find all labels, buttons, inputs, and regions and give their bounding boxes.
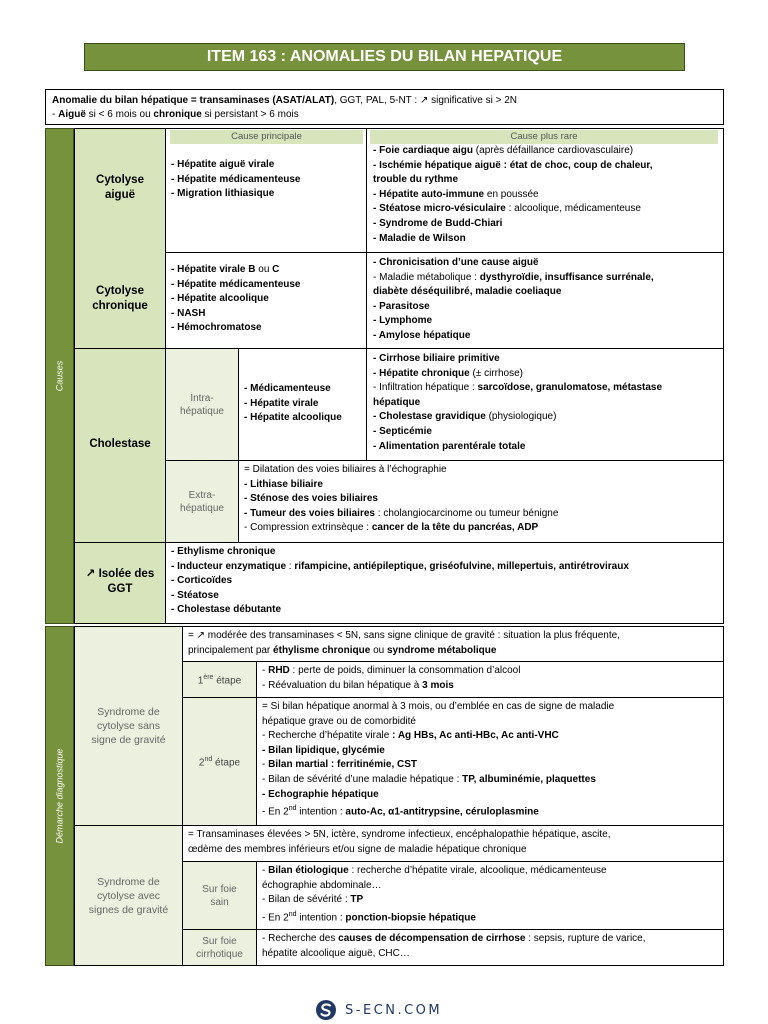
etape-1-content	[262, 664, 520, 693]
cytolyse-label-column	[75, 129, 165, 348]
list-item-detail: :	[286, 560, 295, 572]
list-item: - Alimentation parentérale totale	[373, 440, 526, 452]
label-line: sain	[210, 896, 229, 908]
list-dash: -	[262, 665, 269, 676]
list-item-detail: : cholangiocarcinome ou tumeur bénigne	[374, 507, 559, 519]
divider	[182, 661, 724, 662]
etape-word: étape	[212, 757, 241, 769]
etape-num: 1	[197, 675, 204, 687]
cytolyse-aigue-rare	[373, 144, 653, 246]
etape-num: 2	[198, 757, 205, 769]
list-item: TP	[350, 894, 364, 906]
list-item: trouble du rythme	[373, 174, 459, 186]
list-item: C	[272, 264, 280, 275]
list-item: - Sténose des voies biliaires	[244, 493, 378, 505]
list-item: - Maladie de Wilson	[373, 232, 466, 244]
list-item-detail: ou	[255, 264, 273, 275]
list-item: - Médicamenteuse	[244, 383, 331, 394]
intro-bold: syndrome métabolique	[386, 644, 497, 656]
list-item: - Stéatose	[171, 589, 219, 601]
list-item-detail: en poussée	[484, 188, 539, 200]
ggt-label	[75, 567, 165, 597]
etape-sup: nd	[204, 756, 213, 764]
list-item: Bilan martial : ferritinémie, CST	[268, 759, 418, 771]
label-line: hépatique	[180, 405, 224, 417]
divider	[165, 460, 724, 461]
footer-brand[interactable]	[315, 998, 442, 1022]
list-item-detail: - Bilan de sévérité d’une maladie hépatique :	[262, 773, 463, 785]
list-item: - Bilan lipidique, glycémie	[262, 744, 385, 756]
list-item: - Cirrhose biliaire primitive	[373, 353, 500, 364]
label-line: Extra-	[188, 489, 216, 501]
list-item: cancer de la tête du pancréas, ADP	[371, 522, 539, 534]
demarche-sidebar-label: Démarche diagnostique	[54, 748, 65, 844]
list-item-detail: - Recherche d’hépatite virale	[262, 730, 393, 742]
list-item: - Hépatite alcoolique	[171, 293, 269, 305]
list-item-detail: - En 2	[262, 806, 289, 818]
list-item-detail: intention :	[296, 806, 346, 818]
sup: nd	[288, 805, 297, 813]
intro-definition-rest: , GGT, PAL, 5-NT : ↗ significative si > 2N	[334, 95, 517, 106]
label-line: GGT	[107, 583, 133, 595]
intro-aigue: Aiguë	[58, 109, 86, 120]
list-item: ponction-biopsie hépatique	[345, 912, 476, 924]
label-line: cytolyse sans	[96, 720, 160, 732]
divider	[256, 661, 257, 826]
divider	[182, 697, 724, 698]
label-line: signes de gravité	[88, 903, 169, 916]
list-item: - Cholestase gravidique	[373, 411, 486, 423]
label-line: Cytolyse	[96, 174, 144, 186]
label-line: Sur foie	[202, 935, 237, 947]
list-item: - Echographie hépatique	[262, 788, 379, 800]
divider	[238, 460, 239, 543]
label-line: Cytolyse	[96, 285, 144, 297]
label-line: Syndrome de	[97, 875, 160, 888]
divider	[256, 861, 257, 966]
list-item: - NASH	[171, 307, 206, 319]
list-item: - Hépatite virale	[244, 397, 319, 409]
intra-hepatique-label	[166, 349, 238, 460]
list-item: auto-Ac, α1-antitrypsine, céruloplasmine	[345, 806, 539, 818]
etape-2-label	[183, 698, 256, 825]
label-line: aiguë	[104, 189, 136, 201]
intro-bold: éthylisme chronique	[273, 644, 371, 656]
label-line: signe de gravité	[91, 734, 166, 746]
list-item-detail: hépatique grave ou de comorbidité	[262, 715, 416, 727]
list-item: - Hépatite virale B	[171, 264, 256, 275]
intro-chronique: chronique	[153, 109, 202, 120]
list-item-detail: (± cirrhose)	[469, 367, 523, 379]
list-item: RHD	[268, 665, 290, 676]
header-cause-rare: Cause plus rare	[370, 130, 718, 144]
foie-sain-label	[183, 862, 256, 929]
list-item: Bilan étiologique	[268, 865, 349, 876]
page-title: ITEM 163 : ANOMALIES DU BILAN HEPATIQUE	[84, 43, 685, 71]
foie-cirrhotique-content	[262, 932, 646, 961]
extra-hepatique-label	[166, 461, 238, 542]
list-item: - Inducteur enzymatique	[171, 560, 287, 572]
avec-gravite-intro	[188, 828, 610, 857]
list-item: - Hépatite chronique	[373, 367, 470, 379]
divider	[182, 929, 724, 930]
foie-cirrhotique-label	[183, 930, 256, 965]
etape-2-content	[262, 700, 614, 820]
list-item: - Cholestase débutante	[171, 604, 282, 616]
label-line: hépatique	[180, 502, 224, 514]
list-item-detail: - En 2	[262, 912, 289, 924]
causes-sidebar	[45, 128, 74, 624]
list-item: - Ischémie hépatique aiguë : état de choc, coup de chaleur,	[373, 159, 653, 171]
cytolyse-chronique-label	[75, 284, 165, 314]
intro-line: = ↗ modérée des transaminases < 5N, sans signe clinique de gravité : situation la plus fréquente,	[188, 630, 620, 641]
foie-sain-content	[262, 864, 607, 926]
label-line: Sur foie	[202, 883, 237, 895]
list-item-detail: : perte de poids, diminuer la consommation d’alcool	[289, 665, 521, 676]
list-item-detail: = Dilatation des voies biliaires à l’échographie	[244, 464, 447, 475]
etape-sup: ère	[203, 674, 214, 682]
header-cause-principale: Cause principale	[170, 130, 363, 144]
label-line: cytolyse avec	[96, 889, 160, 902]
list-item: - Hépatite auto-immune	[373, 188, 485, 200]
list-item-detail: : sepsis, rupture de varice,	[525, 933, 646, 944]
list-item-detail: - Infiltration hépatique :	[373, 382, 478, 394]
list-item: - Chronicisation d’une cause aiguë	[373, 257, 539, 268]
list-item: : Ag HBs, Ac anti-HBc, Ac anti-VHC	[392, 730, 559, 742]
list-item-detail: - Réévaluation du bilan hépatique à	[262, 679, 423, 691]
etape-word: étape	[213, 675, 242, 687]
divider	[165, 542, 166, 624]
cytolyse-aigue-label	[75, 173, 165, 203]
list-item: dysthyroïdie, insuffisance surrénale,	[479, 271, 654, 283]
divider	[182, 861, 724, 862]
list-item: - Lymphome	[373, 315, 433, 327]
ggt-list	[171, 545, 629, 618]
list-item: causes de décompensation de cirrhose	[338, 933, 526, 944]
demarche-sidebar	[45, 626, 74, 966]
intro-text: si < 6 mois ou	[85, 109, 154, 120]
list-item: - Amylose hépatique	[373, 329, 471, 341]
avec-gravite-label	[75, 826, 182, 965]
sans-gravite-label	[75, 627, 182, 825]
list-item: rifampicine, antiépileptique, griséofulvine, millepertuis, antirétroviraux	[294, 560, 629, 572]
list-item: - Corticoïdes	[171, 575, 233, 587]
s-ecn-logo-icon	[315, 999, 337, 1021]
label-line: cirrhotique	[196, 948, 243, 960]
list-item-detail: - Recherche des	[262, 933, 339, 944]
sup: nd	[288, 910, 297, 918]
label-line: Syndrome de	[97, 706, 160, 718]
label-line: ↗ Isolée des	[85, 568, 155, 580]
list-item-detail: : alcoolique, médicamenteuse	[505, 203, 641, 215]
list-item: - Hépatite médicamenteuse	[171, 173, 301, 185]
etape-1-label	[183, 662, 256, 697]
list-item: - Hépatite alcoolique	[244, 412, 342, 424]
intro-line: = Transaminases élevées > 5N, ictère, syndrome infectieux, encéphalopathie hépatique, ascite,	[188, 829, 611, 840]
cholestase-label: Cholestase	[89, 438, 151, 450]
list-item-detail: = Si bilan hépatique anormal à 3 mois, ou d’emblée en cas de signe de maladie	[262, 701, 615, 712]
list-item-detail: - Maladie métabolique :	[373, 271, 480, 283]
divider	[165, 252, 724, 253]
divider	[366, 348, 367, 460]
list-item-detail: intention :	[296, 912, 346, 924]
intro-line: œdème des membres inférieurs et/ou signe de maladie hépatique chronique	[188, 843, 527, 855]
divider	[366, 128, 367, 349]
list-item-detail: - Bilan de sévérité :	[262, 894, 351, 906]
intro-text: ou	[370, 644, 387, 656]
cholestase-intra-rare	[373, 352, 662, 454]
list-item: 3 mois	[422, 679, 454, 691]
list-item: hépatique	[373, 396, 421, 408]
list-item: sarcoïdose, granulomatose, métastase	[477, 382, 663, 394]
list-item: - Hémochromatose	[171, 322, 262, 334]
list-item-detail: : recherche d’hépatite virale, alcoolique, médicamenteuse	[348, 865, 607, 876]
list-item: diabète déséquilibré, maladie coeliaque	[373, 286, 562, 298]
intro-definition: Anomalie du bilan hépatique = transaminases (ASAT/ALAT)	[52, 95, 335, 106]
sans-gravite-intro	[188, 629, 620, 658]
list-item: - Migration lithiasique	[171, 188, 275, 200]
intro-dash: -	[52, 109, 59, 120]
list-item: - Tumeur des voies biliaires	[244, 507, 375, 519]
list-item: - Hépatite aiguë virale	[171, 159, 275, 170]
list-item-detail: (après défaillance cardiovasculaire)	[473, 145, 634, 156]
intro-box	[45, 89, 724, 125]
list-item: - Parasitose	[373, 300, 430, 312]
list-item-detail: hépatite alcoolique aiguë, CHC…	[262, 947, 410, 959]
list-item: - Lithiase biliaire	[244, 478, 323, 490]
label-line: Intra-	[190, 392, 214, 404]
cytolyse-aigue-principal	[171, 158, 301, 202]
list-item: - Ethylisme chronique	[171, 546, 276, 557]
list-item: - Stéatose micro-vésiculaire	[373, 203, 506, 215]
list-dash: -	[262, 759, 269, 771]
causes-sidebar-label: Causes	[54, 360, 65, 392]
cytolyse-chronique-rare	[373, 256, 654, 344]
list-item: TP, albuminémie, plaquettes	[462, 773, 596, 785]
cholestase-intra-principal	[244, 382, 342, 426]
intro-text-end: si persistant > 6 mois	[201, 109, 299, 120]
divider	[165, 128, 166, 349]
divider	[238, 348, 239, 460]
list-item-detail: échographie abdominale…	[262, 879, 382, 891]
footer-text: S-ECN.COM	[345, 1002, 443, 1018]
label-line: chronique	[92, 300, 148, 312]
list-item: - Septicémie	[373, 425, 432, 437]
list-item: - Foie cardiaque aigu	[373, 145, 474, 156]
list-item-detail: (physiologique)	[485, 411, 557, 423]
list-item: - Syndrome de Budd-Chiari	[373, 217, 503, 229]
list-item-detail: - Compression extrinsèque :	[244, 522, 372, 534]
cytolyse-chronique-principal	[171, 263, 301, 336]
list-dash: -	[262, 865, 269, 876]
intro-text: principalement par	[188, 644, 274, 656]
list-item: - Hépatite médicamenteuse	[171, 278, 301, 290]
cholestase-extra	[244, 463, 558, 536]
